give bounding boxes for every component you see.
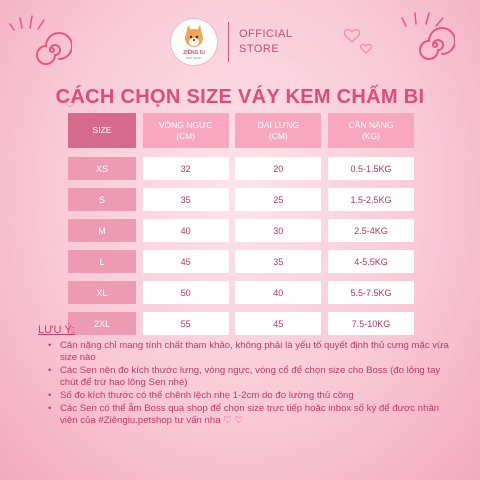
header-chest-unit: (CM) bbox=[176, 130, 196, 141]
header-chest-label: VÒNG NGỰC bbox=[158, 119, 213, 130]
header-back-unit: (CM) bbox=[268, 130, 288, 141]
hearts-doodle-icon bbox=[340, 18, 380, 58]
cell-weight: 7.5-10KG bbox=[328, 312, 414, 335]
official-store-label bbox=[239, 27, 293, 57]
note-item: • Cân nặng chỉ mang tính chất tham khảo, không phải là yếu tố quyết định thủ cưng mặc vừa size nào bbox=[38, 340, 458, 364]
notes-section bbox=[38, 324, 458, 428]
corgi-logo-icon bbox=[179, 24, 209, 50]
header-weight-unit: (KG) bbox=[361, 130, 380, 141]
table-row bbox=[68, 219, 414, 242]
cell-size: L bbox=[68, 250, 136, 273]
table-header-row bbox=[68, 113, 414, 148]
table-row bbox=[68, 157, 414, 180]
table-row bbox=[68, 281, 414, 304]
shop-logo bbox=[170, 18, 218, 66]
logo-subtext: PET SHOP bbox=[186, 56, 202, 60]
cell-chest: 35 bbox=[143, 188, 229, 211]
official-line: OFFICIAL bbox=[239, 28, 293, 40]
note-item: • Số đo kích thước có thể chênh lệch nhẹ 1-2cm do đo lường thủ công bbox=[38, 390, 458, 402]
size-chart-table bbox=[68, 113, 414, 343]
cell-chest: 32 bbox=[143, 157, 229, 180]
cell-back: 45 bbox=[235, 312, 321, 335]
cell-back: 35 bbox=[235, 250, 321, 273]
logo-text: ZIẾNG IU bbox=[183, 50, 205, 56]
cell-chest: 45 bbox=[143, 250, 229, 273]
table-row bbox=[68, 188, 414, 211]
header-chest bbox=[143, 113, 229, 148]
cell-weight: 2.5-4KG bbox=[328, 219, 414, 242]
cell-back: 40 bbox=[235, 281, 321, 304]
cell-size: XS bbox=[68, 157, 136, 180]
cell-back: 30 bbox=[235, 219, 321, 242]
store-header bbox=[170, 18, 293, 66]
cell-size: XL bbox=[68, 281, 136, 304]
cell-weight: 5.5-7.5KG bbox=[328, 281, 414, 304]
note-item: • Các Sen có thể ẵm Boss qua shop để chọn size trực tiếp hoặc inbox số ký để được nhân viên của #Ziêngiu.petshop tư vấn nha ♡ ♡ bbox=[38, 403, 458, 427]
header-divider bbox=[228, 22, 229, 62]
store-line: STORE bbox=[239, 43, 280, 55]
table-row bbox=[68, 250, 414, 273]
cell-chest: 50 bbox=[143, 281, 229, 304]
cell-weight: 4-5.5KG bbox=[328, 250, 414, 273]
cell-size: 2XL bbox=[68, 312, 136, 335]
cell-back: 20 bbox=[235, 157, 321, 180]
page-title: CÁCH CHỌN SIZE VÁY KEM CHẤM BI bbox=[55, 86, 425, 108]
header-back-length bbox=[235, 113, 321, 148]
header-back-label: DÀI LƯNG bbox=[257, 119, 299, 130]
swirl-doodle-icon bbox=[415, 25, 455, 65]
cell-size: M bbox=[68, 219, 136, 242]
cell-weight: 1.5-2.5KG bbox=[328, 188, 414, 211]
note-item: • Các Sen nên đo kích thước lưng, vòng ngực, vòng cổ để chọn size cho Boss (đo lỏng tay chút để trừ hao lông Sen nhé) bbox=[38, 365, 458, 389]
notes-title: LƯU Ý: bbox=[38, 324, 75, 336]
header-weight bbox=[328, 113, 414, 148]
header-weight-label: CÂN NẶNG bbox=[348, 119, 394, 130]
cell-weight: 0.5-1.5KG bbox=[328, 157, 414, 180]
header-size: SIZE bbox=[68, 113, 136, 148]
cell-chest: 55 bbox=[143, 312, 229, 335]
cell-chest: 40 bbox=[143, 219, 229, 242]
cell-size: S bbox=[68, 188, 136, 211]
cell-back: 25 bbox=[235, 188, 321, 211]
swirl-doodle-icon bbox=[32, 30, 72, 70]
